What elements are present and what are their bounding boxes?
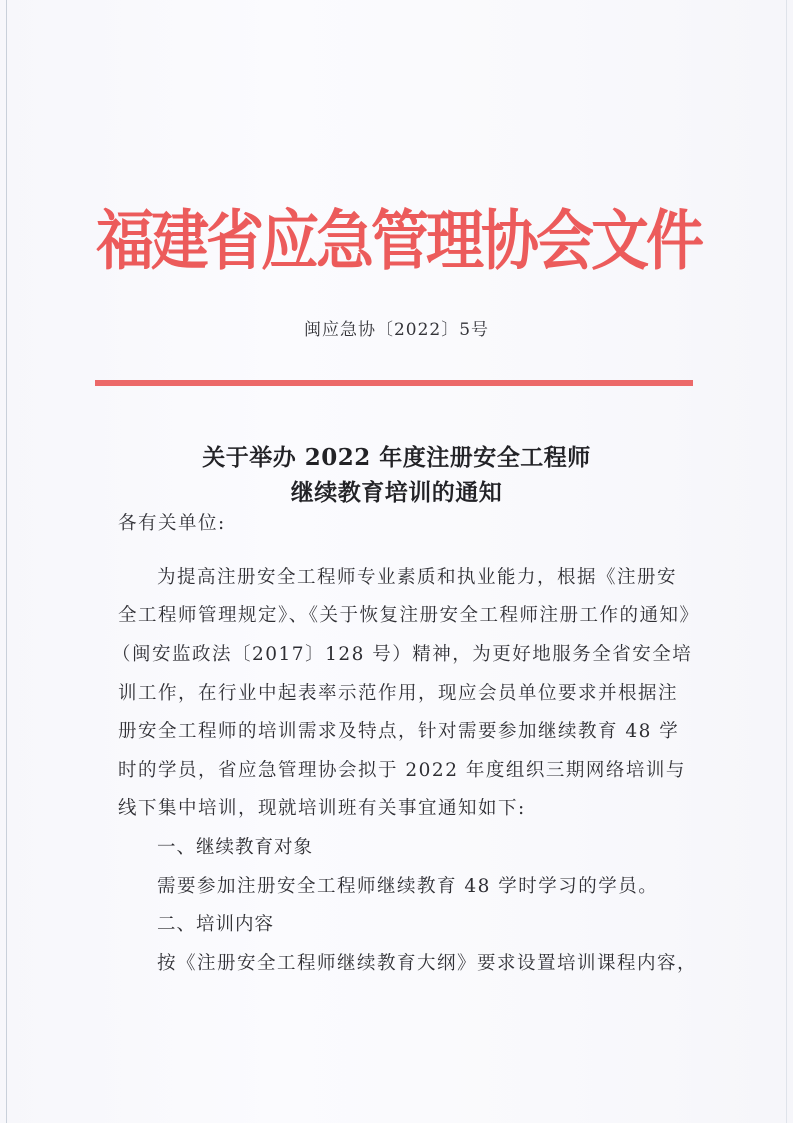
body-line: 线下集中培训，现就培训班有关事宜通知如下: (118, 798, 526, 819)
page-edge-left (6, 0, 7, 1123)
section-body-2: 按《注册安全工程师继续教育大纲》要求设置培训课程内容， (157, 953, 698, 974)
body-line: 时的学员，省应急管理协会拟于 2022 年度组织三期网络培训与 (118, 760, 686, 781)
section-body-1: 需要参加注册安全工程师继续教育 48 学时学习的学员。 (157, 876, 659, 897)
masthead-title: 福建省应急管理协会文件 (96, 202, 702, 279)
body-line: （闽安监政法〔2017〕128 号）精神，为更好地服务全省安全培 (112, 644, 693, 665)
page-edge-right (786, 0, 787, 1123)
red-divider-rule (95, 380, 693, 386)
body-line: 全工程师管理规定》、《关于恢复注册安全工程师注册工作的通知》 (118, 605, 700, 626)
body-line: 为提高注册安全工程师专业素质和执业能力，根据《注册安 (157, 567, 678, 588)
notice-title-line-2: 继续教育培训的通知 (290, 479, 503, 506)
body-line: 训工作，在行业中起表率示范作用，现应会员单位要求并根据注 (118, 683, 679, 704)
salutation: 各有关单位: (118, 513, 226, 534)
section-heading-1: 一、继续教育对象 (157, 837, 314, 858)
section-heading-2: 二、培训内容 (157, 914, 275, 935)
notice-title-line-1: 关于举办 2022 年度注册安全工程师 (202, 444, 591, 471)
body-line: 册安全工程师的培训需求及特点，针对需要参加继续教育 48 学 (118, 721, 680, 742)
document-number: 闽应急协〔2022〕5号 (303, 320, 490, 340)
